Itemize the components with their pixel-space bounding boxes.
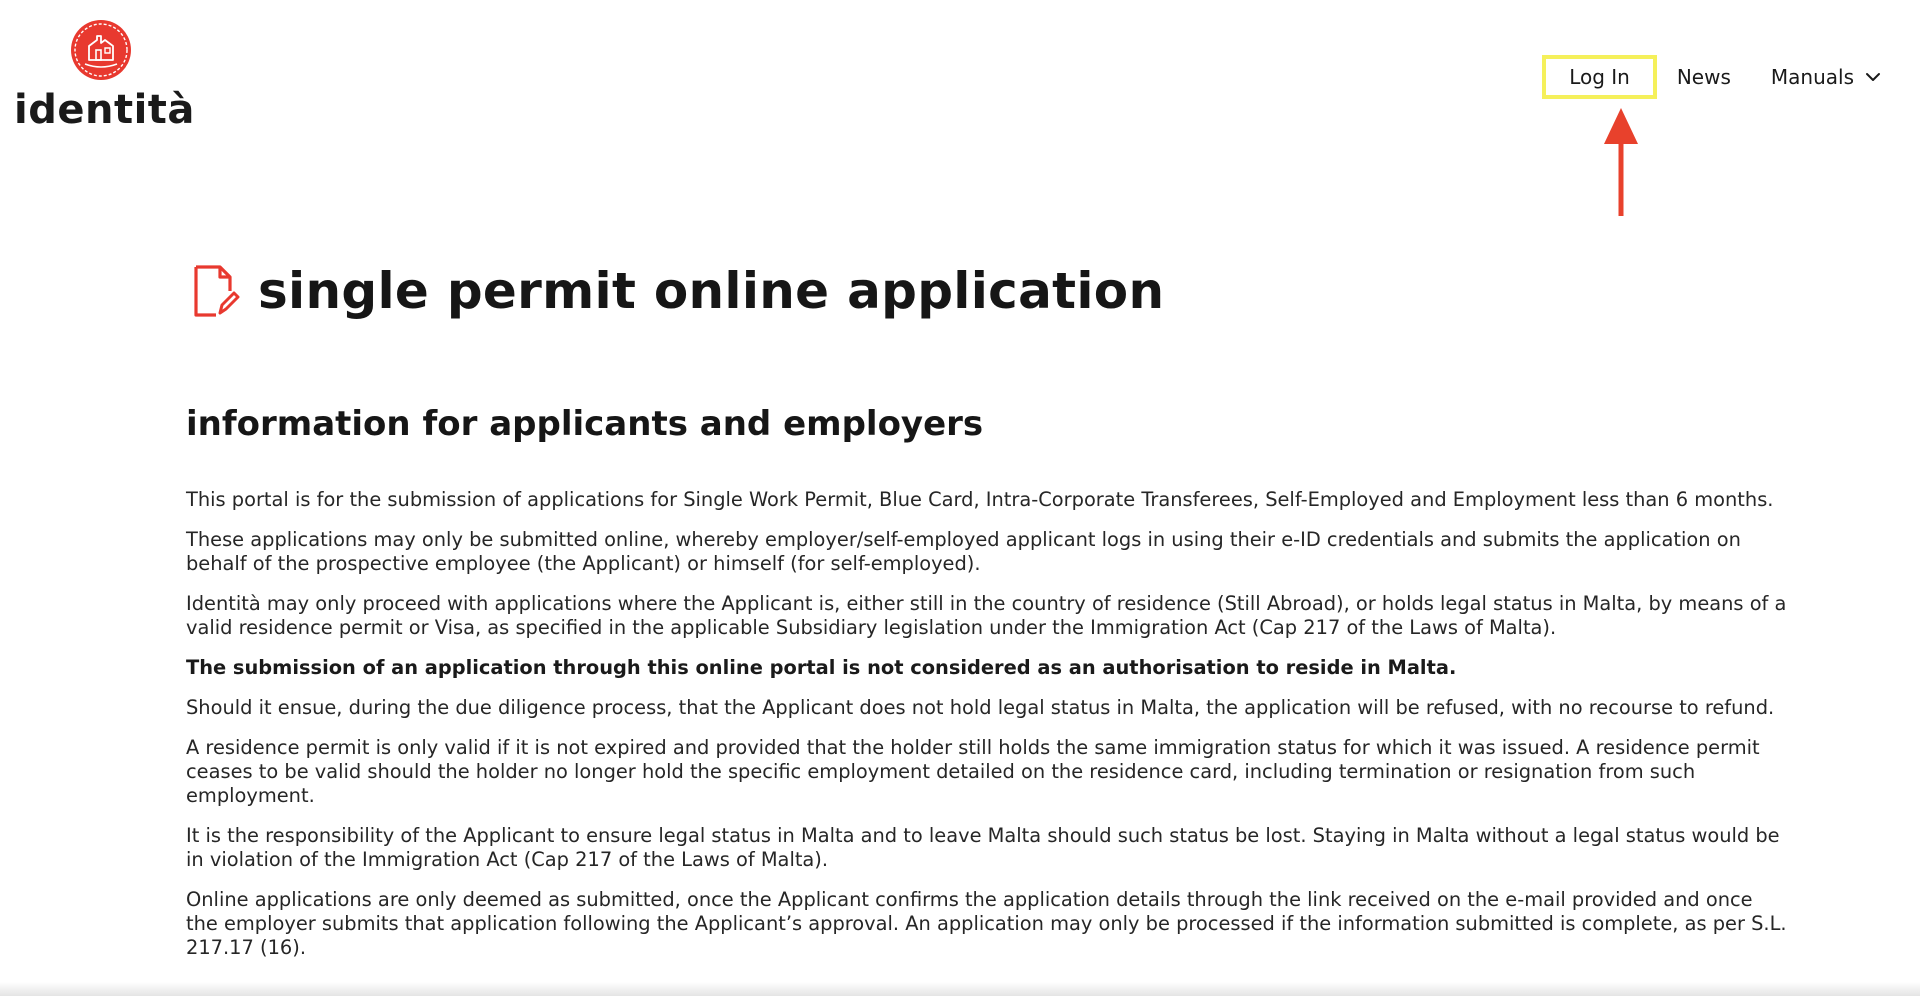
info-paragraph: These applications may only be submitted online, whereby employer/self-employed applicant logs in using their e-ID credentials and submits the application on behalf of the prospective employee (the Applicant) or himself (for self-employed). (186, 528, 1741, 575)
info-paragraph: This portal is for the submission of applications for Single Work Permit, Blue Card, Intra-Corporate Transferees, Self-Employed and Employment less than 6 months. (186, 488, 1774, 511)
info-paragraph: Online applications are only deemed as submitted, once the Applicant confirms the application details through the link received on the e-mail provided and once the employer submits that application following the Applicant’s approval. An application may only be processed if the information submitted is complete, as per S.L. 217.17 (16). (186, 888, 1787, 959)
section-title: information for applicants and employers (186, 404, 984, 444)
news-link[interactable] (1657, 55, 1751, 99)
page-title: single permit online application (258, 262, 1165, 320)
info-paragraph: Should it ensue, during the due diligence process, that the Applicant does not hold legal status in Malta, the application will be refused, with no recourse to refund. (186, 696, 1775, 719)
chevron-down-icon (1864, 68, 1882, 86)
manuals-dropdown[interactable] (1751, 55, 1902, 99)
manuals-label: Manuals (1770, 65, 1854, 89)
login-link[interactable] (1542, 55, 1657, 99)
identita-logo[interactable] (14, 14, 195, 134)
top-nav (1542, 52, 1902, 102)
document-edit-icon (192, 263, 240, 319)
info-content (186, 488, 1790, 976)
info-paragraph: A residence permit is only valid if it is not expired and provided that the holder still holds the same immigration status for which it was issued. A residence permit ceases to be valid should the holder no longer hold the specific employment detailed on the residence card, including termination or resignation from such employment. (186, 736, 1760, 807)
info-paragraph: Identità may only proceed with applications where the Applicant is, either still in the country of residence (Still Abroad), or holds legal status in Malta, by means of a valid residence permit or Visa, as specified in the applicable Subsidiary legislation under the Immigration Act (Cap 217 of the Laws of Malta). (186, 592, 1787, 639)
up-arrow-annotation (1604, 108, 1638, 218)
info-paragraph: It is the responsibility of the Applicant to ensure legal status in Malta and to leave Malta should such status be lost. Staying in Malta without a legal status would be in violation of the Immigration Act (Cap 217 of the Laws of Malta). (186, 824, 1780, 871)
logo-wordmark: identità (14, 87, 195, 133)
scroll-fade (0, 982, 1920, 996)
login-label: Log In (1569, 65, 1630, 89)
news-label: News (1676, 65, 1731, 89)
identita-logo-icon (69, 16, 133, 84)
authorisation-notice: The submission of an application through this online portal is not considered as an authorisation to reside in Malta. (186, 656, 1457, 679)
title-row (192, 262, 1164, 320)
